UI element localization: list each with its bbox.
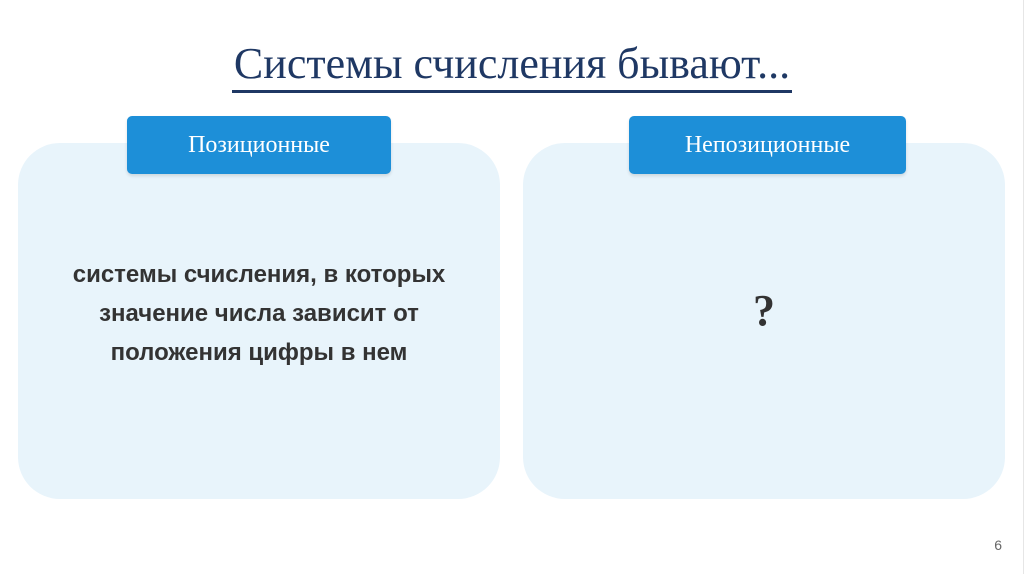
page-number: 6: [994, 537, 1002, 553]
definition-line: значение числа зависит от: [99, 300, 419, 327]
non-positional-header: Непозиционные: [629, 116, 906, 174]
slide-title-text: Системы счисления бывают...: [232, 38, 792, 93]
question-mark: ?: [753, 286, 775, 335]
definition-line: положения цифры в нем: [110, 339, 408, 366]
positional-definition: [18, 255, 500, 372]
slide-title: [0, 34, 1024, 94]
positional-header: Позиционные: [127, 116, 391, 174]
definition-line: системы счисления, в которых: [72, 261, 446, 288]
